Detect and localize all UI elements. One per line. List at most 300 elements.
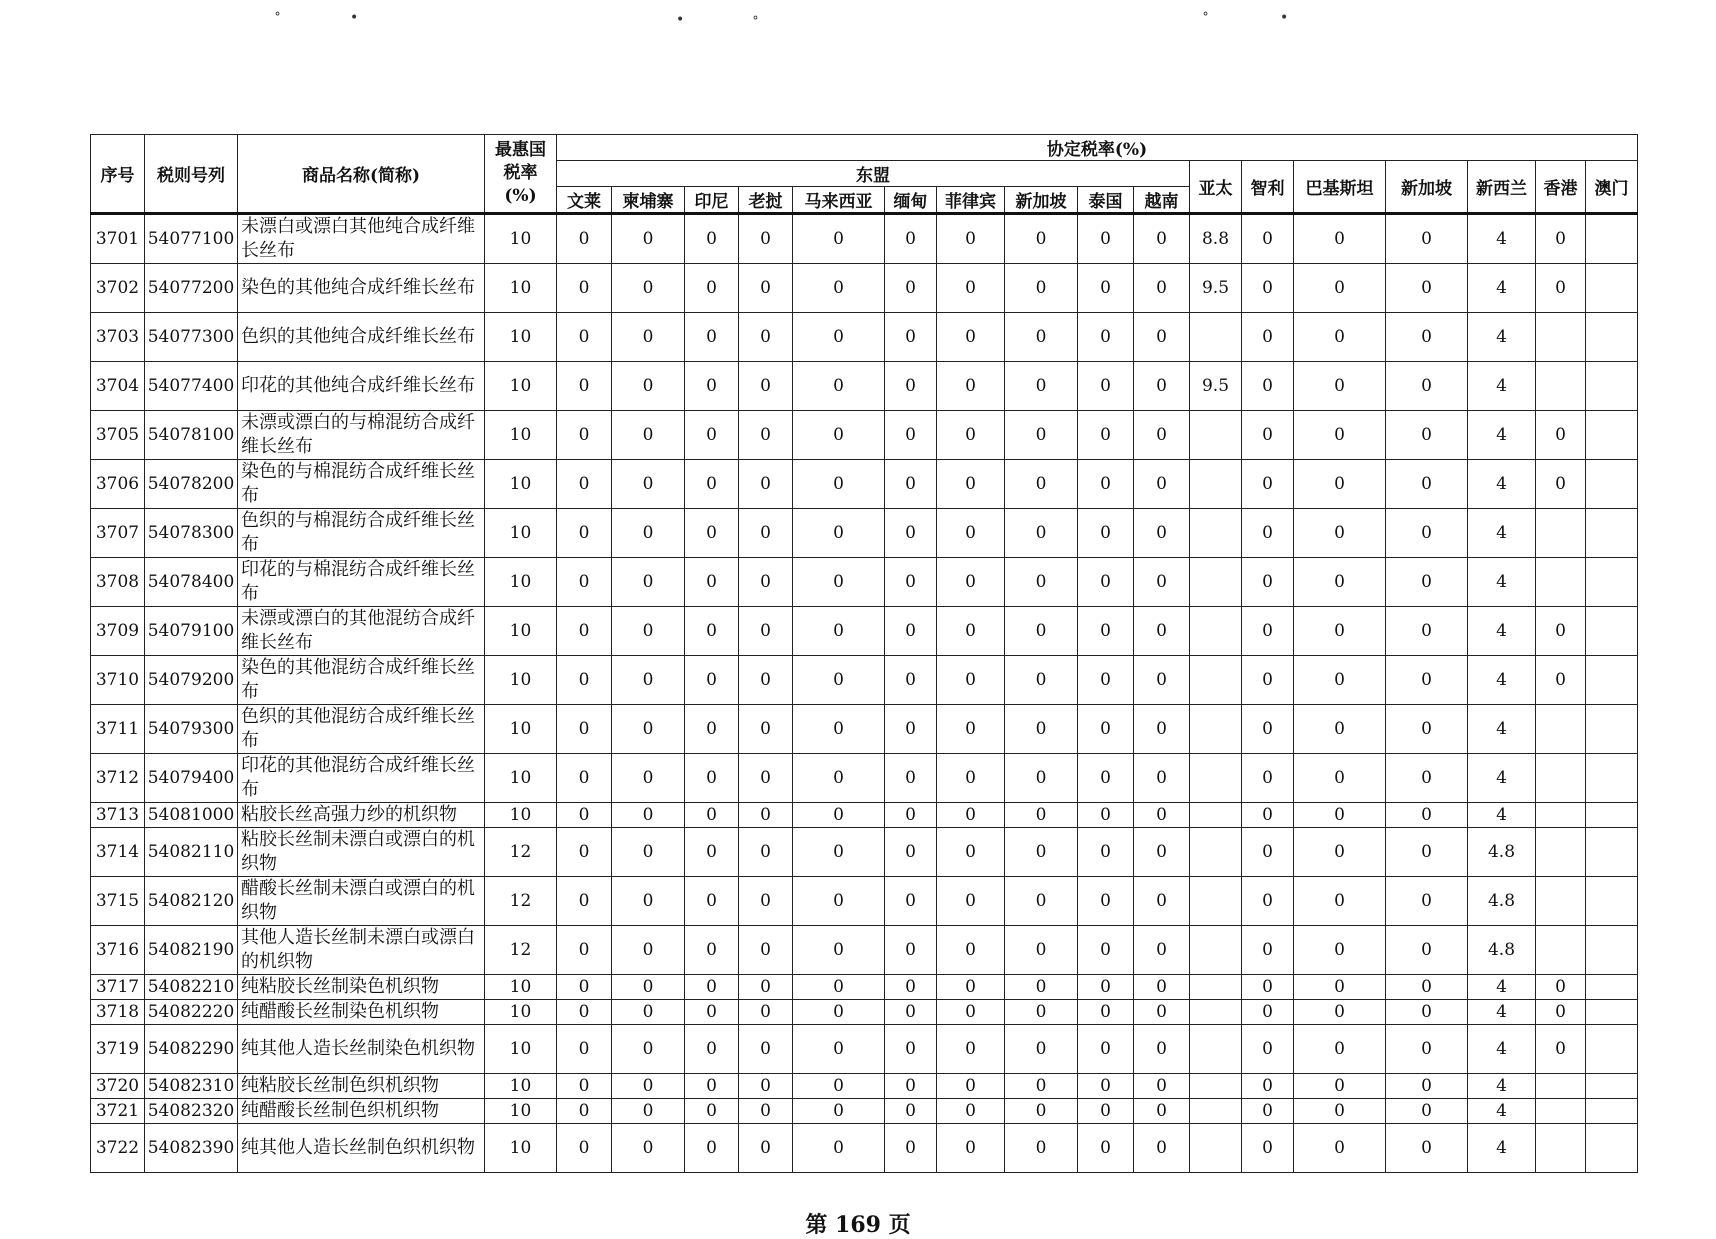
row-asean-rate: 0 [612,1124,685,1173]
row-other-rate [1586,975,1638,1000]
row-asean-rate: 0 [885,803,937,828]
row-asean-rate: 0 [937,705,1005,754]
row-other-rate: 0 [1294,558,1386,607]
row-asean-rate: 0 [1005,1025,1078,1074]
row-seq: 3722 [91,1124,145,1173]
row-asean-rate: 0 [612,754,685,803]
row-other-rate: 0 [1294,1000,1386,1025]
col-asean-9: 越南 [1134,187,1190,214]
row-asean-rate: 0 [937,362,1005,411]
row-asean-rate: 0 [557,975,612,1000]
row-other-rate: 0 [1386,607,1468,656]
table-row [91,264,1638,313]
row-code: 54077200 [145,264,238,313]
row-other-rate [1190,558,1242,607]
row-name: 色织的其他混纺合成纤维长丝布 [238,705,485,754]
col-agreement: 协定税率(%) [557,135,1638,161]
row-asean-rate: 0 [685,1074,739,1099]
row-asean-rate: 0 [793,509,885,558]
row-asean-rate: 0 [937,1000,1005,1025]
col-asean-7: 新加坡 [1005,187,1078,214]
col-asean-0: 文莱 [557,187,612,214]
row-asean-rate: 0 [1078,411,1134,460]
tariff-table [90,134,1638,1173]
row-name: 纯醋酸长丝制色织机织物 [238,1099,485,1124]
row-asean-rate: 0 [1078,362,1134,411]
row-asean-rate: 0 [793,264,885,313]
row-other-rate [1586,214,1638,264]
row-asean-rate: 0 [612,1000,685,1025]
row-other-rate [1586,828,1638,877]
col-other-4: 新西兰 [1468,161,1536,214]
row-code: 54078100 [145,411,238,460]
row-asean-rate: 0 [1005,705,1078,754]
scan-speck: ˚ [274,12,281,28]
row-name: 纯粘胶长丝制染色机织物 [238,975,485,1000]
row-asean-rate: 0 [1005,214,1078,264]
row-other-rate: 4.8 [1468,828,1536,877]
row-asean-rate: 0 [557,1025,612,1074]
row-asean-rate: 0 [612,264,685,313]
row-asean-rate: 0 [937,313,1005,362]
row-asean-rate: 0 [685,705,739,754]
row-other-rate: 0 [1386,705,1468,754]
row-seq: 3721 [91,1099,145,1124]
row-asean-rate: 0 [885,607,937,656]
row-seq: 3710 [91,656,145,705]
row-asean-rate: 0 [793,656,885,705]
row-asean-rate: 0 [1078,607,1134,656]
row-other-rate [1190,656,1242,705]
row-asean-rate: 0 [937,828,1005,877]
row-other-rate [1190,754,1242,803]
row-asean-rate: 0 [1134,754,1190,803]
row-code: 54077100 [145,214,238,264]
row-other-rate: 0 [1386,313,1468,362]
row-seq: 3704 [91,362,145,411]
row-other-rate: 0 [1242,1025,1294,1074]
row-other-rate: 0 [1294,828,1386,877]
scan-speck: • [676,12,685,28]
row-asean-rate: 0 [885,214,937,264]
row-asean-rate: 0 [685,411,739,460]
row-name: 染色的与棉混纺合成纤维长丝布 [238,460,485,509]
row-asean-rate: 0 [612,1074,685,1099]
row-name: 纯其他人造长丝制色织机织物 [238,1124,485,1173]
row-name: 纯其他人造长丝制染色机织物 [238,1025,485,1074]
row-other-rate: 4 [1468,607,1536,656]
row-asean-rate: 0 [685,362,739,411]
row-name: 印花的与棉混纺合成纤维长丝布 [238,558,485,607]
row-asean-rate: 0 [685,558,739,607]
row-asean-rate: 0 [685,214,739,264]
row-seq: 3706 [91,460,145,509]
row-mfn-rate: 10 [485,558,557,607]
col-seq: 序号 [91,135,145,214]
row-seq: 3718 [91,1000,145,1025]
row-other-rate [1586,803,1638,828]
row-asean-rate: 0 [739,558,793,607]
row-asean-rate: 0 [739,362,793,411]
row-other-rate: 0 [1536,1025,1586,1074]
row-asean-rate: 0 [1078,828,1134,877]
row-asean-rate: 0 [885,509,937,558]
row-seq: 3703 [91,313,145,362]
row-seq: 3714 [91,828,145,877]
row-asean-rate: 0 [739,509,793,558]
row-asean-rate: 0 [793,877,885,926]
row-other-rate: 4 [1468,558,1536,607]
row-asean-rate: 0 [1078,803,1134,828]
table-row [91,362,1638,411]
row-other-rate [1536,926,1586,975]
row-code: 54082290 [145,1025,238,1074]
row-code: 54082110 [145,828,238,877]
row-other-rate: 0 [1294,975,1386,1000]
row-other-rate [1190,1074,1242,1099]
row-asean-rate: 0 [1078,754,1134,803]
row-other-rate: 0 [1294,1124,1386,1173]
row-asean-rate: 0 [557,607,612,656]
row-other-rate [1190,509,1242,558]
row-code: 54078400 [145,558,238,607]
row-other-rate [1586,264,1638,313]
row-asean-rate: 0 [1134,1000,1190,1025]
row-asean-rate: 0 [612,1099,685,1124]
row-name: 其他人造长丝制未漂白或漂白的机织物 [238,926,485,975]
row-asean-rate: 0 [885,1000,937,1025]
row-asean-rate: 0 [1134,214,1190,264]
row-asean-rate: 0 [612,362,685,411]
col-asean-8: 泰国 [1078,187,1134,214]
row-other-rate: 0 [1294,803,1386,828]
col-mfn-line1: 最惠国 [495,140,546,160]
row-asean-rate: 0 [793,1074,885,1099]
row-asean-rate: 0 [885,558,937,607]
row-asean-rate: 0 [557,1124,612,1173]
row-code: 54079200 [145,656,238,705]
row-asean-rate: 0 [1005,362,1078,411]
row-asean-rate: 0 [685,1025,739,1074]
row-other-rate: 0 [1242,803,1294,828]
row-asean-rate: 0 [1078,656,1134,705]
row-seq: 3711 [91,705,145,754]
row-asean-rate: 0 [937,1025,1005,1074]
row-asean-rate: 0 [1005,1074,1078,1099]
row-mfn-rate: 12 [485,877,557,926]
row-asean-rate: 0 [793,313,885,362]
row-asean-rate: 0 [739,1074,793,1099]
row-seq: 3708 [91,558,145,607]
row-asean-rate: 0 [885,1099,937,1124]
row-other-rate: 9.5 [1190,362,1242,411]
row-asean-rate: 0 [557,803,612,828]
row-asean-rate: 0 [793,214,885,264]
row-other-rate: 0 [1294,214,1386,264]
row-asean-rate: 0 [557,313,612,362]
row-other-rate: 0 [1386,656,1468,705]
row-other-rate [1190,313,1242,362]
row-asean-rate: 0 [557,1074,612,1099]
row-asean-rate: 0 [739,1099,793,1124]
row-other-rate [1586,558,1638,607]
row-other-rate [1536,1074,1586,1099]
row-asean-rate: 0 [1134,1099,1190,1124]
row-other-rate: 0 [1294,656,1386,705]
row-code: 54078300 [145,509,238,558]
row-asean-rate: 0 [937,558,1005,607]
row-mfn-rate: 10 [485,1074,557,1099]
table-row [91,754,1638,803]
row-asean-rate: 0 [937,264,1005,313]
row-other-rate [1190,1000,1242,1025]
col-mfn [485,135,557,214]
row-other-rate: 4 [1468,803,1536,828]
row-asean-rate: 0 [739,607,793,656]
row-other-rate: 0 [1242,509,1294,558]
row-asean-rate: 0 [1078,877,1134,926]
row-mfn-rate: 10 [485,656,557,705]
table-row [91,558,1638,607]
row-asean-rate: 0 [937,607,1005,656]
row-code: 54079400 [145,754,238,803]
row-other-rate [1536,828,1586,877]
row-asean-rate: 0 [885,877,937,926]
row-asean-rate: 0 [739,975,793,1000]
row-asean-rate: 0 [937,656,1005,705]
row-other-rate: 0 [1242,1099,1294,1124]
row-asean-rate: 0 [1078,313,1134,362]
row-asean-rate: 0 [557,1000,612,1025]
row-other-rate: 4 [1468,1099,1536,1124]
table-header [91,135,1638,214]
row-mfn-rate: 10 [485,313,557,362]
row-seq: 3702 [91,264,145,313]
row-asean-rate: 0 [612,214,685,264]
row-asean-rate: 0 [1078,214,1134,264]
row-asean-rate: 0 [793,926,885,975]
col-other-2: 巴基斯坦 [1294,161,1386,214]
row-asean-rate: 0 [885,1124,937,1173]
row-other-rate: 0 [1242,926,1294,975]
row-other-rate: 0 [1386,877,1468,926]
row-asean-rate: 0 [885,705,937,754]
row-other-rate: 0 [1294,460,1386,509]
row-code: 54081000 [145,803,238,828]
row-other-rate [1586,926,1638,975]
row-other-rate [1190,926,1242,975]
row-asean-rate: 0 [1005,607,1078,656]
row-other-rate [1586,313,1638,362]
row-asean-rate: 0 [557,1099,612,1124]
row-asean-rate: 0 [885,754,937,803]
row-asean-rate: 0 [557,926,612,975]
row-seq: 3715 [91,877,145,926]
row-other-rate [1536,1099,1586,1124]
row-mfn-rate: 10 [485,803,557,828]
row-asean-rate: 0 [1134,460,1190,509]
row-asean-rate: 0 [885,362,937,411]
row-asean-rate: 0 [793,607,885,656]
row-asean-rate: 0 [685,607,739,656]
row-other-rate: 0 [1386,803,1468,828]
row-other-rate [1586,607,1638,656]
row-other-rate: 4 [1468,214,1536,264]
row-asean-rate: 0 [1134,803,1190,828]
row-asean-rate: 0 [685,1000,739,1025]
row-asean-rate: 0 [793,803,885,828]
row-other-rate [1536,509,1586,558]
row-other-rate [1586,362,1638,411]
row-other-rate: 0 [1536,656,1586,705]
row-other-rate: 0 [1294,877,1386,926]
row-other-rate: 0 [1242,214,1294,264]
row-code: 54082120 [145,877,238,926]
row-other-rate [1536,705,1586,754]
row-asean-rate: 0 [739,803,793,828]
row-asean-rate: 0 [793,828,885,877]
row-other-rate: 0 [1386,754,1468,803]
row-asean-rate: 0 [612,926,685,975]
table-row [91,313,1638,362]
row-asean-rate: 0 [612,558,685,607]
row-asean-rate: 0 [685,975,739,1000]
table-row [91,705,1638,754]
row-asean-rate: 0 [1078,509,1134,558]
table-row [91,460,1638,509]
row-other-rate: 4 [1468,509,1536,558]
row-asean-rate: 0 [793,705,885,754]
row-other-rate: 9.5 [1190,264,1242,313]
row-other-rate: 0 [1242,411,1294,460]
row-asean-rate: 0 [685,803,739,828]
row-other-rate: 0 [1536,264,1586,313]
row-code: 54079100 [145,607,238,656]
table-row [91,1000,1638,1025]
row-mfn-rate: 10 [485,607,557,656]
row-other-rate: 0 [1386,362,1468,411]
row-asean-rate: 0 [739,705,793,754]
row-name: 醋酸长丝制未漂白或漂白的机织物 [238,877,485,926]
row-other-rate: 4.8 [1468,877,1536,926]
row-asean-rate: 0 [1005,803,1078,828]
row-asean-rate: 0 [1005,264,1078,313]
row-asean-rate: 0 [1078,1099,1134,1124]
row-asean-rate: 0 [1005,926,1078,975]
row-name: 印花的其他纯合成纤维长丝布 [238,362,485,411]
row-asean-rate: 0 [739,214,793,264]
row-asean-rate: 0 [612,509,685,558]
row-asean-rate: 0 [1134,362,1190,411]
row-other-rate: 0 [1536,460,1586,509]
row-other-rate [1536,558,1586,607]
row-other-rate [1586,1025,1638,1074]
table-row [91,607,1638,656]
row-asean-rate: 0 [612,607,685,656]
table-row [91,1025,1638,1074]
row-other-rate [1586,754,1638,803]
row-other-rate: 0 [1386,460,1468,509]
scan-speck: • [1280,10,1289,26]
row-code: 54082390 [145,1124,238,1173]
row-asean-rate: 0 [1134,926,1190,975]
col-asean-4: 马来西亚 [793,187,885,214]
row-asean-rate: 0 [1134,313,1190,362]
row-asean-rate: 0 [1005,460,1078,509]
row-asean-rate: 0 [1134,607,1190,656]
row-other-rate [1586,877,1638,926]
col-other-1: 智利 [1242,161,1294,214]
row-asean-rate: 0 [1078,1000,1134,1025]
row-asean-rate: 0 [1134,509,1190,558]
row-other-rate: 0 [1386,1025,1468,1074]
row-other-rate: 0 [1386,1074,1468,1099]
row-asean-rate: 0 [937,803,1005,828]
row-asean-rate: 0 [937,411,1005,460]
row-asean-rate: 0 [885,264,937,313]
row-asean-rate: 0 [612,705,685,754]
row-asean-rate: 0 [885,460,937,509]
row-code: 54082220 [145,1000,238,1025]
row-name: 印花的其他混纺合成纤维长丝布 [238,754,485,803]
row-name: 染色的其他混纺合成纤维长丝布 [238,656,485,705]
table-row [91,656,1638,705]
row-asean-rate: 0 [557,460,612,509]
row-other-rate: 0 [1242,264,1294,313]
row-other-rate [1586,1124,1638,1173]
row-other-rate: 0 [1386,926,1468,975]
row-asean-rate: 0 [1134,1074,1190,1099]
row-other-rate: 4 [1468,705,1536,754]
row-asean-rate: 0 [1078,1074,1134,1099]
row-mfn-rate: 10 [485,460,557,509]
row-asean-rate: 0 [557,705,612,754]
row-other-rate [1586,1074,1638,1099]
row-name: 纯粘胶长丝制色织机织物 [238,1074,485,1099]
row-seq: 3717 [91,975,145,1000]
row-asean-rate: 0 [885,313,937,362]
row-asean-rate: 0 [1134,1124,1190,1173]
row-other-rate: 4 [1468,1124,1536,1173]
row-other-rate: 0 [1536,411,1586,460]
row-asean-rate: 0 [1078,1025,1134,1074]
row-asean-rate: 0 [685,509,739,558]
row-other-rate [1536,754,1586,803]
row-other-rate [1586,1000,1638,1025]
row-mfn-rate: 10 [485,1025,557,1074]
row-asean-rate: 0 [793,1099,885,1124]
row-asean-rate: 0 [1005,1124,1078,1173]
row-asean-rate: 0 [612,460,685,509]
row-code: 54082320 [145,1099,238,1124]
row-other-rate: 0 [1386,264,1468,313]
row-asean-rate: 0 [937,975,1005,1000]
table-row [91,1074,1638,1099]
row-seq: 3707 [91,509,145,558]
row-asean-rate: 0 [1134,558,1190,607]
row-asean-rate: 0 [557,509,612,558]
table-body [91,214,1638,1173]
row-asean-rate: 0 [793,558,885,607]
row-other-rate: 0 [1294,607,1386,656]
row-mfn-rate: 12 [485,926,557,975]
row-asean-rate: 0 [739,754,793,803]
row-asean-rate: 0 [937,877,1005,926]
row-asean-rate: 0 [612,828,685,877]
row-other-rate: 0 [1242,975,1294,1000]
table-row [91,828,1638,877]
row-asean-rate: 0 [685,877,739,926]
